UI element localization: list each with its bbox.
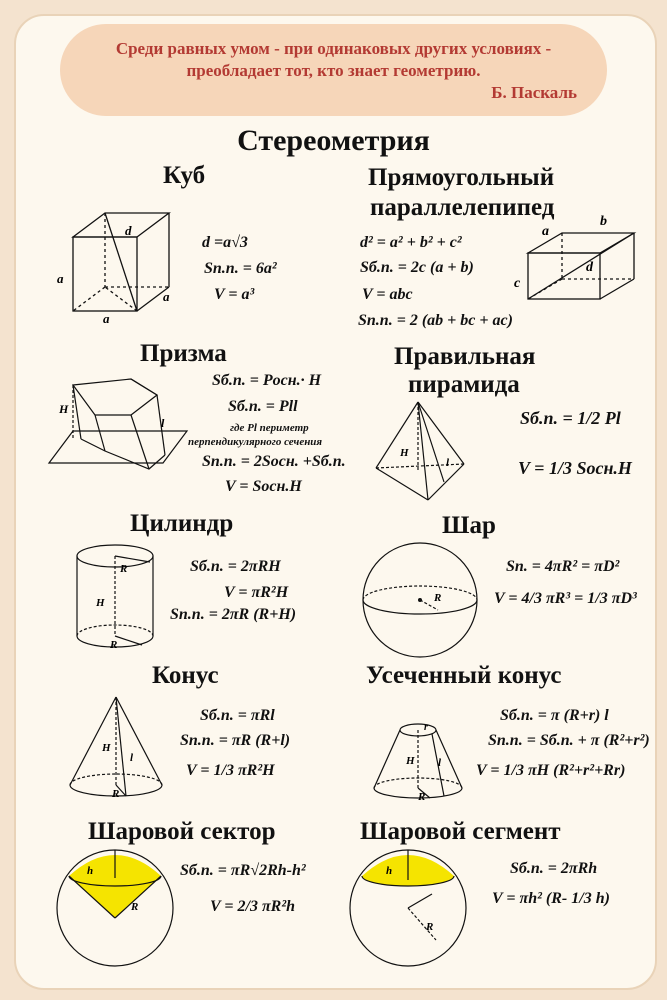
sphere-label-r: R xyxy=(434,592,442,604)
box-label-d: d xyxy=(586,260,593,275)
prism-note-1: где Pl периметр xyxy=(230,422,309,434)
cylinder-label-h: H xyxy=(96,597,105,609)
frustum-label-h: H xyxy=(406,755,415,767)
quote-line-2: преобладает тот, кто знает геометрию. xyxy=(186,61,481,80)
cube-label-a-bottom: a xyxy=(103,311,110,326)
segment-label-r: R xyxy=(426,921,434,933)
cone-formula-volume: V = 1/3 πR²H xyxy=(186,762,275,779)
pyramid-label-h: H xyxy=(400,447,409,459)
cylinder-formula-lateral: Sб.п. = 2πRH xyxy=(190,558,281,575)
cylinder-formula-total: Sп.п. = 2πR (R+H) xyxy=(170,606,297,623)
page-title: Стереометрия xyxy=(237,124,430,157)
frustum-formula-total: Sп.п. = Sб.п. + π (R²+r²) xyxy=(488,732,650,749)
box-title-1: Прямоугольный xyxy=(368,164,555,191)
prism-formula-total: Sп.п. = 2Sосн. +Sб.п. xyxy=(202,453,346,470)
sphere-figure xyxy=(362,542,482,662)
sphere-formula-area: Sп. = 4πR² = πD² xyxy=(506,558,620,575)
box-title-2: параллелепипед xyxy=(370,194,555,221)
segment-formula-volume: V = πh² (R- 1/3 h) xyxy=(492,890,610,907)
pyramid-figure xyxy=(370,398,470,508)
segment-formula-lateral: Sб.п. = 2πRh xyxy=(510,860,598,877)
prism-label-l: l xyxy=(161,416,165,430)
prism-formula-volume: V = Sосн.H xyxy=(225,478,302,495)
sphere-formula-volume: V = 4/3 πR³ = 1/3 πD³ xyxy=(494,590,637,607)
cone-title: Конус xyxy=(152,662,219,689)
cylinder-title: Цилиндр xyxy=(130,510,234,537)
frustum-title: Усеченный конус xyxy=(366,662,562,689)
cone-label-r: R xyxy=(112,788,120,800)
sector-label-r: R xyxy=(131,901,139,913)
box-formula-lateral: Sб.п. = 2c (a + b) xyxy=(360,259,474,276)
cone-figure xyxy=(68,693,168,805)
cone-formula-lateral: Sб.п. = πRl xyxy=(200,707,275,724)
cube-title: Куб xyxy=(163,162,206,189)
prism-title: Призма xyxy=(140,340,227,367)
prism-formula-lateral: Sб.п. = Pосн.· H xyxy=(212,372,322,389)
cylinder-label-r-bottom: R xyxy=(110,639,118,651)
frustum-figure xyxy=(370,718,470,804)
quote-author: Б. Паскаль xyxy=(491,83,577,102)
sector-formula-volume: V = 2/3 πR²h xyxy=(210,898,296,915)
prism-figure xyxy=(45,375,195,485)
box-formula-total: Sп.п. = 2 (ab + bc + ac) xyxy=(358,312,513,329)
box-label-a: a xyxy=(542,224,549,239)
prism-label-h: H xyxy=(59,402,69,416)
quote-banner xyxy=(60,24,607,116)
frustum-label-l: l xyxy=(438,757,442,769)
sphere-title: Шар xyxy=(442,512,496,539)
segment-figure xyxy=(350,848,470,968)
cube-label-d: d xyxy=(125,223,132,238)
cube-label-a-left: a xyxy=(57,271,64,286)
box-formula-diagonal: d² = a² + b² + c² xyxy=(360,234,462,251)
cube-label-a-right: a xyxy=(163,289,170,304)
box-figure xyxy=(510,205,650,305)
segment-title: Шаровой сегмент xyxy=(360,818,561,845)
pyramid-title-2: пирамида xyxy=(408,371,520,398)
frustum-formula-volume: V = 1/3 πH (R²+r²+Rr) xyxy=(476,762,626,779)
sector-label-h: h xyxy=(87,865,94,877)
pyramid-label-l: l xyxy=(446,457,450,469)
box-formula-volume: V = abc xyxy=(362,286,413,303)
pyramid-title-1: Правильная xyxy=(394,343,536,370)
quote-line-1: Среди равных умом - при одинаковых других условиях - xyxy=(115,39,552,58)
box-label-c: c xyxy=(514,276,521,291)
cone-label-l: l xyxy=(130,752,134,764)
sector-title: Шаровой сектор xyxy=(88,818,276,845)
sector-figure xyxy=(57,848,177,968)
segment-label-h: h xyxy=(386,865,393,877)
frustum-label-r-small: r xyxy=(424,722,428,733)
cone-label-h: H xyxy=(102,742,111,754)
cube-formula-volume: V = a³ xyxy=(214,286,255,303)
box-label-b: b xyxy=(600,214,607,229)
pyramid-formula-lateral: Sб.п. = 1/2 Pl xyxy=(520,408,621,428)
cube-figure xyxy=(55,205,185,326)
cylinder-figure xyxy=(70,542,165,654)
cube-formula-area: Sп.п. = 6a² xyxy=(204,260,277,277)
cylinder-label-r-top: R xyxy=(120,563,128,575)
frustum-formula-lateral: Sб.п. = π (R+r) l xyxy=(500,707,609,724)
cone-formula-total: Sп.п. = πR (R+l) xyxy=(180,732,291,749)
prism-note-2: перпендикулярного сечения xyxy=(188,436,323,448)
frustum-label-r-big: R xyxy=(418,791,426,803)
sector-formula-lateral: Sб.п. = πR√2Rh-h² xyxy=(180,862,306,879)
cylinder-formula-volume: V = πR²H xyxy=(224,584,289,601)
pyramid-formula-volume: V = 1/3 Sосн.H xyxy=(518,458,632,478)
prism-formula-lateral-perimeter: Sб.п. = Pll xyxy=(228,398,298,415)
cube-formula-diagonal: d =a√3 xyxy=(202,234,248,251)
